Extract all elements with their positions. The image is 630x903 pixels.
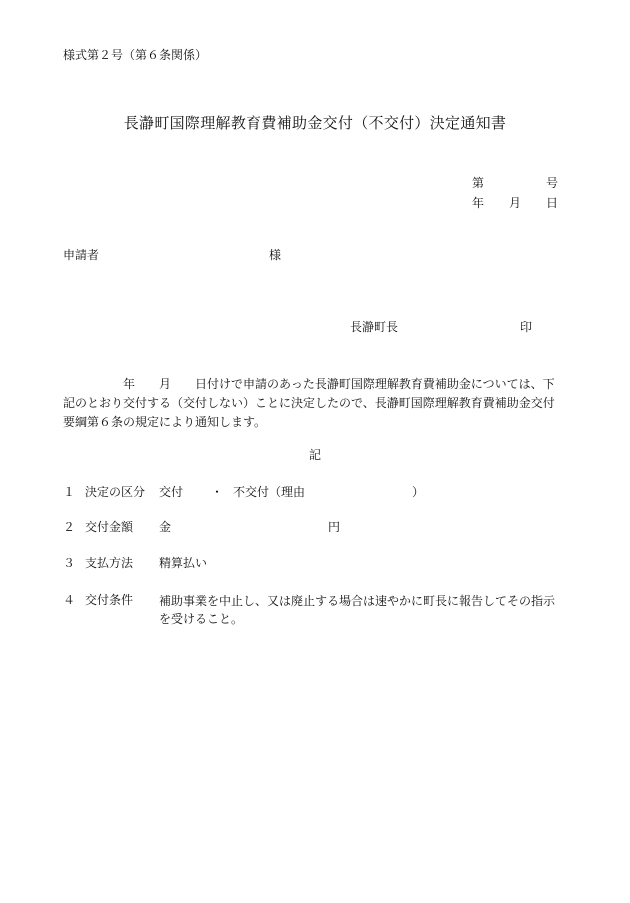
item-number: ４ [63,593,76,607]
issuer-line [350,319,533,336]
issue-date [472,195,558,212]
document-number [472,175,558,195]
item-number: ３ [63,556,76,570]
item-label: 支払方法 [85,556,134,570]
body-line: 要綱第６条の規定により通知します。 [63,415,267,429]
applicant-label: 申請者 [63,248,100,262]
decision-non-grant: 不交付（理由 [233,485,306,499]
date-month: 月 [508,196,521,210]
seal-mark: 印 [520,320,533,334]
body-line: 年 月 日付けで申請のあった長瀞町国際理解教育費補助金については、下 [63,377,555,391]
decision-separator: ・ [211,485,224,499]
payment-method: 精算払い [159,556,208,570]
doc-number-suffix: 号 [545,176,558,190]
decision-close-paren: ） [412,485,425,499]
document-title: 長瀞町国際理解教育費補助金交付（不交付）決定通知書 [123,114,507,132]
applicant-honorific: 様 [269,248,282,262]
ki-heading: 記 [308,448,321,462]
amount-prefix: 金 [159,520,172,534]
item-label: 交付金額 [85,520,134,534]
item-label: 決定の区分 [85,485,146,499]
doc-number-prefix: 第 [472,176,485,190]
applicant-line [63,247,282,264]
grant-conditions: 補助事業を中止し、又は廃止する場合は速やかに町長に報告してその指示を受けること。 [159,594,556,626]
issuer-name: 長瀞町長 [350,320,399,334]
notice-body [63,375,563,432]
body-line: 記のとおり交付する（交付しない）ことに決定したので、長瀞町国際理解教育費補助金交付 [63,396,555,410]
decision-grant: 交付 [159,485,184,499]
date-year: 年 [472,196,485,210]
item-number: １ [63,485,76,499]
amount-unit: 円 [328,520,341,534]
item-number: ２ [63,520,76,534]
form-number: 様式第２号（第６条関係） [63,48,208,62]
item-label: 交付条件 [85,593,134,607]
date-day: 日 [545,196,558,210]
document-number-block [472,175,558,212]
